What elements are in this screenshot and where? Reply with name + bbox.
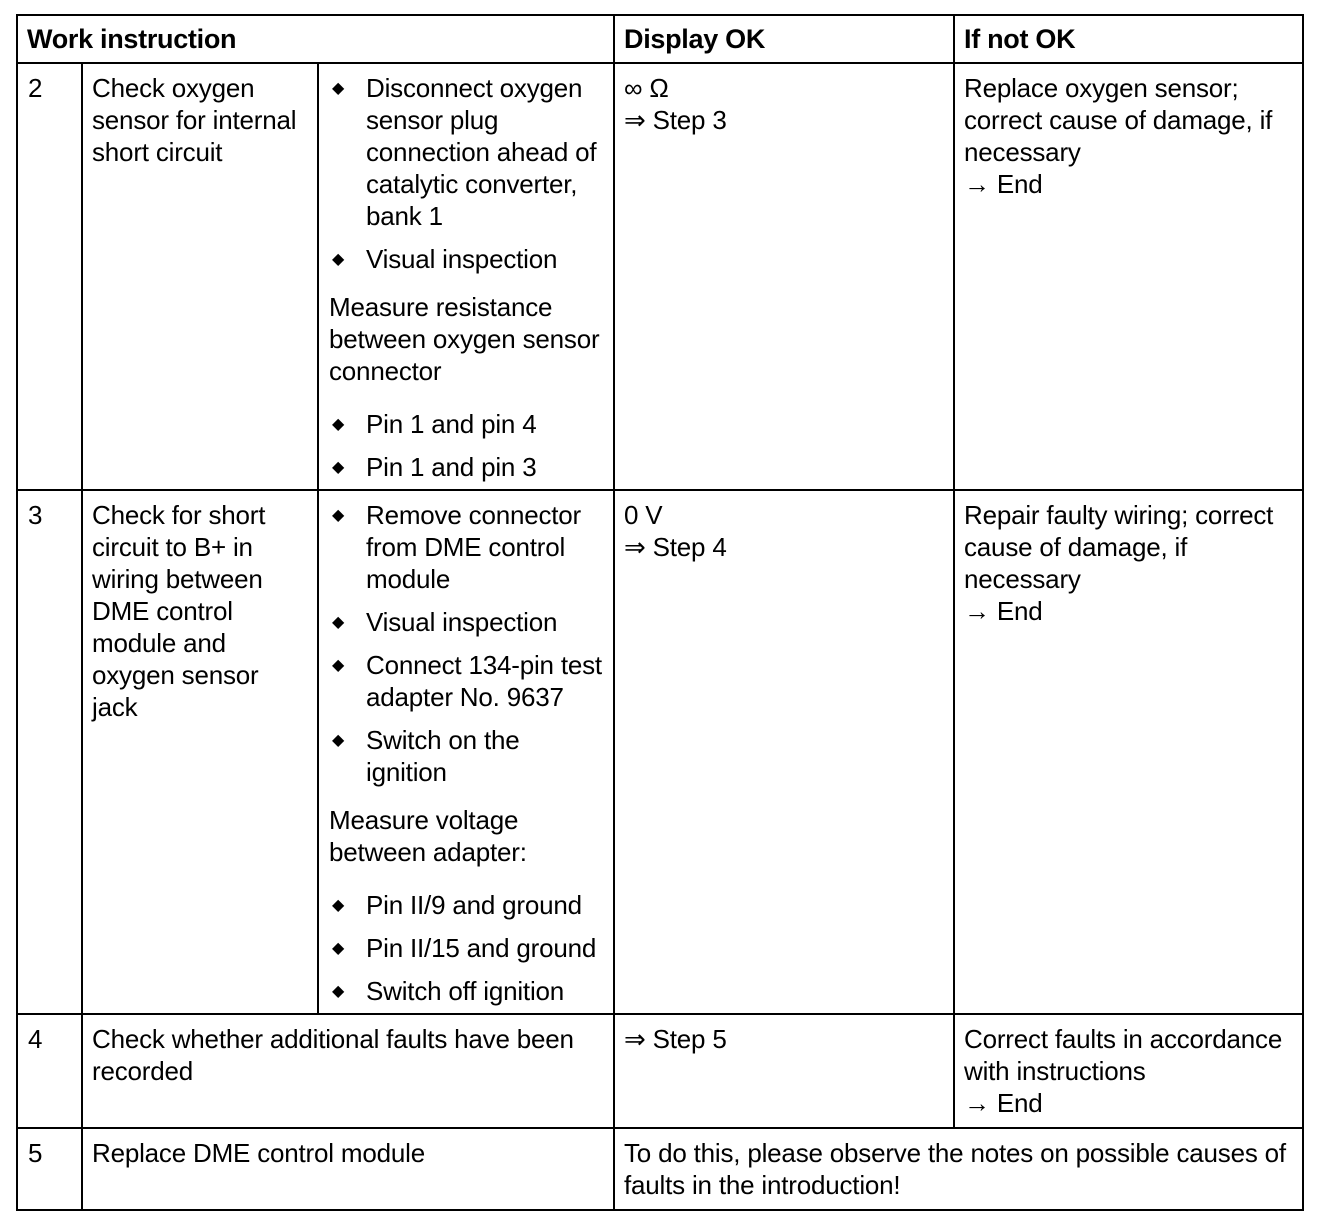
check-description: Replace DME control module <box>82 1128 614 1210</box>
header-display-ok: Display OK <box>614 15 954 63</box>
table-row-step-3 <box>17 490 1303 1014</box>
display-ok-cell <box>614 1014 954 1128</box>
list-item: ◆ Pin II/9 and ground <box>332 890 582 920</box>
diamond-bullet-icon: ◆ <box>332 732 345 749</box>
if-not-ok-cell <box>954 1014 1303 1128</box>
diamond-bullet-icon: ◆ <box>332 507 345 524</box>
list-item: ◆ Connect 134-pin test adapter No. 9637 <box>332 650 602 712</box>
next-step: ⇒ Step 3 <box>624 105 727 135</box>
check-description: Check for short circuit to B+ in wiring between DME control module and oxygen sensor jack <box>82 490 318 1014</box>
corrective-action: Correct faults in accordance with instructions <box>964 1024 1283 1086</box>
table-row-step-4 <box>17 1014 1303 1128</box>
corrective-action: Replace oxygen sensor; correct cause of damage, if necessary <box>964 73 1273 167</box>
step-number: 5 <box>17 1128 82 1210</box>
header-work-instruction: Work instruction <box>17 15 614 63</box>
table-row-step-5 <box>17 1128 1303 1210</box>
next-step: ⇒ Step 4 <box>624 532 727 562</box>
table-row-step-2 <box>17 63 1303 490</box>
note-cell: To do this, please observe the notes on possible causes of faults in the introduction! <box>614 1128 1303 1210</box>
if-not-ok-cell <box>954 490 1303 1014</box>
procedure-cell <box>318 490 614 1014</box>
diamond-bullet-icon: ◆ <box>332 416 345 433</box>
diamond-bullet-icon: ◆ <box>332 897 345 914</box>
diamond-bullet-icon: ◆ <box>332 459 345 476</box>
list-item: ◆ Remove connector from DME control module <box>332 500 582 594</box>
check-description: Check oxygen sensor for internal short circuit <box>82 63 318 490</box>
diamond-bullet-icon: ◆ <box>332 983 345 1000</box>
measure-instruction: Measure resistance between oxygen sensor connector <box>329 292 600 386</box>
if-not-ok-cell <box>954 63 1303 490</box>
step-number: 3 <box>17 490 82 1014</box>
diamond-bullet-icon: ◆ <box>332 940 345 957</box>
header-if-not-ok: If not OK <box>954 15 1303 63</box>
procedure-list <box>329 72 605 275</box>
procedure-cell <box>318 63 614 490</box>
table-header-row <box>17 15 1303 63</box>
display-ok-cell <box>614 490 954 1014</box>
list-item: ◆ Disconnect oxygen sensor plug connection ahead of catalytic converter, bank 1 <box>332 73 597 231</box>
step-number: 4 <box>17 1014 82 1128</box>
end-marker: → End <box>964 169 1043 199</box>
work-instruction-table <box>16 14 1304 1211</box>
list-item: ◆ Switch on the ignition <box>332 725 520 787</box>
measure-instruction: Measure voltage between adapter: <box>329 805 527 867</box>
diamond-bullet-icon: ◆ <box>332 80 345 97</box>
measurement-list <box>329 408 605 483</box>
check-description: Check whether additional faults have been recorded <box>82 1014 614 1128</box>
diamond-bullet-icon: ◆ <box>332 657 345 674</box>
step-number: 2 <box>17 63 82 490</box>
end-marker: → End <box>964 596 1043 626</box>
next-step: ⇒ Step 5 <box>624 1024 727 1054</box>
measurement-list <box>329 889 605 1007</box>
expected-value: ∞ Ω <box>624 73 669 103</box>
list-item: ◆ Pin II/15 and ground <box>332 933 597 963</box>
list-item: ◆ Visual inspection <box>332 244 558 274</box>
corrective-action: Repair faulty wiring; correct cause of damage, if necessary <box>964 500 1274 594</box>
list-item: ◆ Pin 1 and pin 4 <box>332 409 537 439</box>
list-item: ◆ Pin 1 and pin 3 <box>332 452 537 482</box>
diamond-bullet-icon: ◆ <box>332 614 345 631</box>
expected-value: 0 V <box>624 500 663 530</box>
diamond-bullet-icon: ◆ <box>332 251 345 268</box>
procedure-list <box>329 499 605 788</box>
list-item: ◆ Visual inspection <box>332 607 558 637</box>
end-marker: → End <box>964 1088 1043 1118</box>
list-item: ◆ Switch off ignition <box>332 976 565 1006</box>
display-ok-cell <box>614 63 954 490</box>
